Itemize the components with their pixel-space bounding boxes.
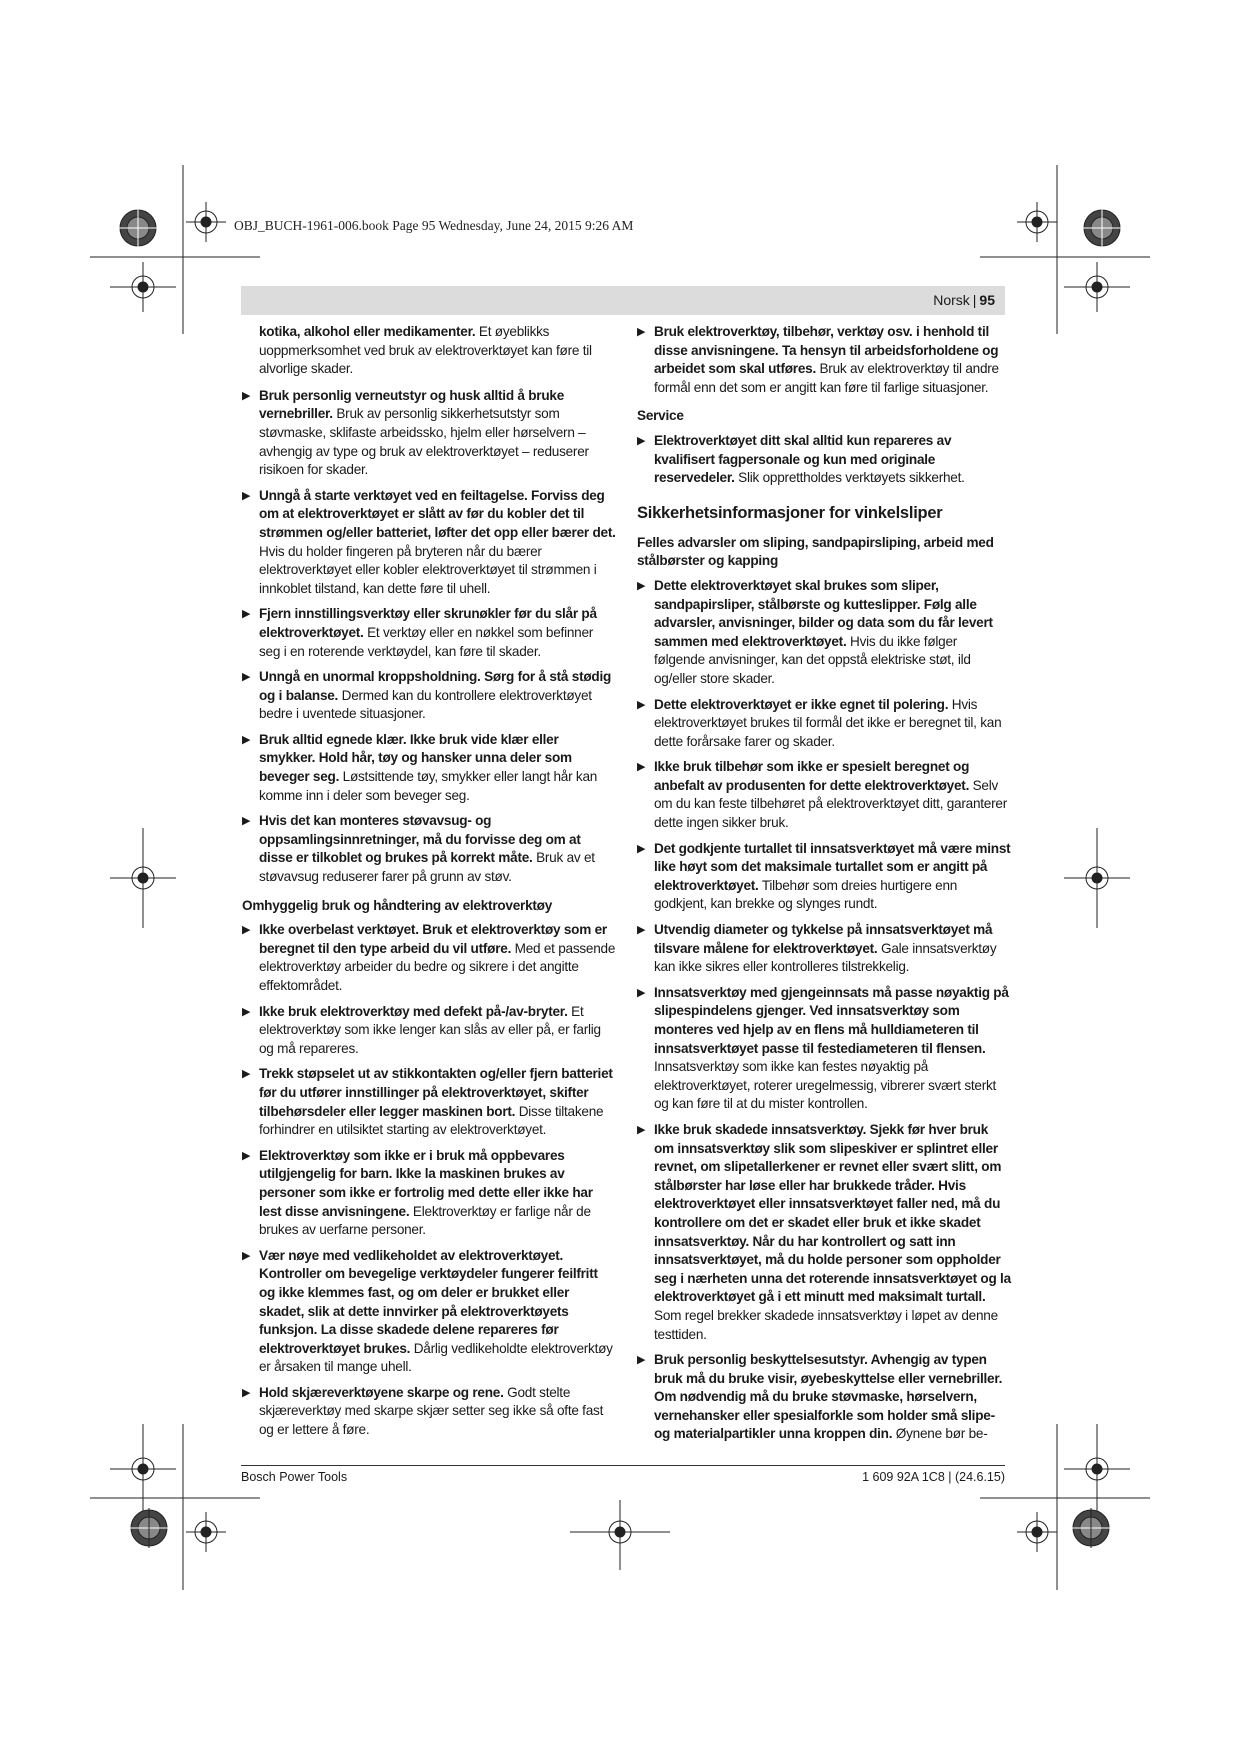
footer-doc-id: 1 609 92A 1C8 | (24.6.15)	[862, 1470, 1005, 1484]
bullet-arrow-icon: ▶	[637, 326, 646, 338]
bullet-arrow-icon: ▶	[637, 698, 646, 711]
bullet-arrow-icon: ▶	[242, 671, 251, 684]
list-item: ▶ Fjern innstillingsverktøy eller skrunøkler før du slår på elektroverktøyet. Et verktøy eller en nøkkel som befinner seg i en roterende verktøydel, kan føre til skader.	[242, 606, 597, 659]
bullet-arrow-icon: ▶	[242, 1249, 251, 1262]
safety-list-usage	[637, 323, 1011, 397]
list-item: ▶ Utvendig diameter og tykkelse på innsatsverktøyet må tilsvare målene for elektroverktøyet. Gale innsatsverktøy kan ikke sikres eller kontrolleres tilstrekkelig.	[637, 922, 997, 975]
list-item: ▶ Bruk elektroverktøy, tilbehør, verktøy osv. i henhold til disse anvisningene. Ta hensyn til arbeidsforholdene og arbeidet som skal utføres. Bruk av elektroverktøy til andre formål enn det som er angitt kan føre til farlige situasjoner.	[637, 324, 999, 395]
footer-brand: Bosch Power Tools	[241, 1470, 348, 1484]
bullet-arrow-icon: ▶	[637, 1354, 646, 1367]
bullet-arrow-icon: ▶	[637, 842, 646, 855]
bullet-arrow-icon: ▶	[242, 1149, 251, 1162]
section-title-angle-grinder: Sikkerhetsinformasjoner for vinkelsliper	[637, 503, 943, 522]
list-item: ▶ Bruk alltid egnede klær. Ikke bruk vide klær eller smykker. Hold hår, tøy og hansker unna deler som beveger seg. Løstsittende tøy, smykker eller langt hår kan komme inn i deler som beveger seg.	[242, 731, 598, 803]
bullet-arrow-icon: ▶	[242, 733, 251, 746]
safety-list-service	[637, 432, 1011, 488]
list-item: ▶ Ikke bruk skadede innsatsverktøy. Sjekk før hver bruk om innsatsverktøy slik som slipeskiver er splintret eller revnet, om slipetallerkener er revnet eller svært slitt, om stålbørster har løse eller har brukkede tråder. Hvis elektroverktøyet eller innsatsverktøyet faller ned, må du kontrollere om det er skadet eller bruk et ikke skadet innsatsverktøy. Når du har kontrollert og satt inn innsatsverktøyet, må du holde personer som oppholder seg i nærheten unna det roterende innsatsverktøyet og la elektroverktøyet gå i ett minutt med maksimalt turtall. Som regel brekker skadede innsatsverktøy i løpet av denne testtiden.	[637, 1121, 1011, 1342]
list-item: ▶ Dette elektroverktøyet er ikke egnet til polering. Hvis elektroverktøyet brukes til formål det ikke er beregnet til, kan dette forårsake farer og skader.	[637, 696, 1002, 749]
bullet-arrow-icon: ▶	[637, 761, 646, 774]
crosshair-target-icon	[570, 1500, 670, 1570]
bullet-arrow-icon: ▶	[242, 815, 251, 828]
list-item: ▶ Elektroverktøyet ditt skal alltid kun repareres av kvalifisert fagpersonale og kun med originale reservedeler. Slik opprettholdes verktøyets sikkerhet.	[637, 432, 965, 486]
safety-list-grinding	[637, 577, 1011, 1444]
list-item: ▶ Bruk personlig verneutstyr og husk alltid å bruke vernebriller. Bruk av personlig sikkerhetsutstyr som støvmaske, sklifaste arbeidssko, hjelm eller hørselvern – avhengig av type og bruk av elektroverktøyet – reduserer risikoen for skader.	[242, 387, 589, 478]
list-item: ▶ Bruk personlig beskyttelsesutstyr. Avhengig av typen bruk må du bruke visir, øyebeskyttelse eller vernebriller. Om nødvendig må du bruke støvmaske, hørselvern, vernehansker eller spesialforkle som holder små slipe- og materialpartikler unna kroppen din. Øynene bør be-	[637, 1352, 1003, 1442]
list-item: ▶ Ikke overbelast verktøyet. Bruk et elektroverktøy som er beregnet til den type arbeid du vil utføre. Med et passende elektroverktøy arbeider du bedre og sikrere i det angitte effektområdet.	[242, 922, 616, 993]
crosshair-target-icon	[186, 1512, 226, 1552]
crosshair-target-icon	[1017, 202, 1057, 242]
registration-circle-icon	[1071, 1508, 1111, 1548]
subheading-common-warnings: Felles advarsler om sliping, sandpapirsliping, arbeid med stålbørster og kapping	[637, 534, 994, 569]
bullet-arrow-icon: ▶	[637, 924, 646, 937]
bullet-arrow-icon: ▶	[242, 1068, 251, 1081]
crosshair-target-icon	[110, 1424, 176, 1514]
list-item: ▶ Unngå å starte verktøyet ved en feiltagelse. Forviss deg om at elektroverktøyet er slått av før du kobler det til strømmen og/eller batteriet, løfter det opp eller bærer det. Hvis du holder fingeren på bryteren når du bærer elektroverktøyet eller kobler elektroverktøyet til strømmen i innkoblet tilstand, kan dette føre til uhell.	[242, 487, 616, 596]
crosshair-target-icon	[110, 262, 176, 312]
crosshair-target-icon	[1064, 262, 1130, 312]
crosshair-target-icon	[1064, 1424, 1130, 1514]
header-language: Norsk	[933, 292, 970, 308]
bullet-arrow-icon: ▶	[242, 489, 251, 502]
bullet-arrow-icon: ▶	[242, 1005, 251, 1018]
service-heading: Service	[637, 408, 684, 424]
book-meta-line: OBJ_BUCH-1961-006.book Page 95 Wednesday, June 24, 2015 9:26 AM	[234, 218, 634, 233]
header-separator: |	[972, 292, 977, 308]
list-item: ▶ Hvis det kan monteres støvavsug- og oppsamlingsinnretninger, må du forvisse deg om at disse er tilkoblet og brukes på korrekt måte. Bruk av et støvavsug reduserer farer på grunn av støv.	[242, 813, 595, 885]
registration-circle-icon	[129, 1508, 169, 1548]
subheading-careful-use: Omhyggelig bruk og håndtering av elektroverktøy	[242, 897, 553, 913]
crosshair-target-icon	[110, 828, 176, 928]
list-item: ▶ Ikke bruk elektroverktøy med defekt på-/av-bryter. Et elektroverktøy som ikke lenger kan slås av eller på, er farlig og må repareres.	[242, 1003, 601, 1056]
footer-divider	[241, 1465, 1005, 1466]
list-item: ▶ Innsatsverktøy med gjengeinnsats må passe nøyaktig på slipespindelens gjenger. Ved innsatsverktøy som monteres ved hjelp av en flens må hulldiameteren til innsatsverktøyet passe til festediameteren til flensen. Innsatsverktøy som ikke kan festes nøyaktig på elektroverktøyet, roterer uregelmessig, vibrerer svært sterkt og kan føre til at du mister kontrollen.	[637, 984, 1009, 1112]
bullet-arrow-icon: ▶	[242, 608, 251, 621]
right-column	[637, 323, 1011, 1451]
crosshair-target-icon	[1064, 828, 1130, 928]
bullet-arrow-icon: ▶	[242, 1386, 251, 1399]
page-header-title	[933, 292, 995, 308]
bullet-arrow-icon: ▶	[242, 389, 251, 402]
crosshair-target-icon	[186, 202, 226, 242]
bullet-arrow-icon: ▶	[637, 986, 646, 999]
continuation-paragraph: kotika, alkohol eller medikamenter. Et øyeblikks uoppmerksomhet ved bruk av elektroverktøyet kan føre til alvorlige skader.	[259, 324, 592, 377]
list-item: ▶ Dette elektroverktøyet skal brukes som sliper, sandpapirsliper, stålbørste og kutteslipper. Følg alle advarsler, anvisninger, bilder og data som du får levert sammen med elektroverktøyet. Hvis du ikke følger følgende anvisninger, kan det oppstå elektriske støt, ild og/eller store skader.	[637, 577, 993, 686]
page-number: 95	[979, 292, 995, 308]
list-item: ▶ Trekk støpselet ut av stikkontakten og/eller fjern batteriet før du utfører innstillinger på elektroverktøyet, skifter tilbehørsdeler eller legger maskinen bort. Disse tiltakene forhindrer en utilsiktet starting av elektroverktøyet.	[242, 1066, 613, 1138]
list-item: ▶ Unngå en unormal kroppsholdning. Sørg for å stå stødig og i balanse. Dermed kan du kontrollere elektroverktøyet bedre i uventede situasjoner.	[242, 669, 612, 722]
list-item: ▶ Elektroverktøy som ikke er i bruk må oppbevares utilgjengelig for barn. Ikke la maskinen brukes av personer som ikke er fortrolig med dette eller ikke har lest disse anvisningene. Elektroverktøy er farlige når de brukes av uerfarne personer.	[242, 1147, 593, 1238]
registration-circle-icon	[1082, 208, 1122, 248]
safety-list-careful-use	[242, 921, 616, 1439]
registration-circle-icon	[118, 208, 158, 248]
bullet-arrow-icon: ▶	[242, 924, 251, 937]
bullet-arrow-icon: ▶	[637, 434, 646, 447]
left-column	[242, 323, 616, 1447]
list-item: ▶ Hold skjæreverktøyene skarpe og rene. Godt stelte skjæreverktøy med skarpe skjær setter seg ikke så ofte fast og er lettere å føre.	[242, 1384, 604, 1438]
crosshair-target-icon	[1017, 1512, 1057, 1552]
list-item: ▶ Vær nøye med vedlikeholdet av elektroverktøyet. Kontroller om bevegelige verktøydeler fungerer feilfritt og ikke klemmes fast, og om deler er brukket eller skadet, slik at dette innvirker på elektroverktøyets funksjon. La disse skadede delene repareres før elektroverktøyet brukes. Dårlig vedlikeholdte elektroverktøy er årsaken til mange uhell.	[242, 1247, 613, 1375]
safety-list-personal	[242, 387, 616, 887]
list-item: ▶ Det godkjente turtallet til innsatsverktøyet må være minst like høyt som det maksimale turtallet som er angitt på elektroverktøyet. Tilbehør som dreies hurtigere enn godkjent, kan brekke og slynges rundt.	[637, 840, 1011, 912]
page-header	[241, 286, 1005, 315]
bullet-arrow-icon: ▶	[637, 579, 646, 592]
list-item: ▶ Ikke bruk tilbehør som ikke er spesielt beregnet og anbefalt av produsenten for dette elektroverktøyet. Selv om du kan feste tilbehøret på elektroverktøyet ditt, garanterer dette ingen sikker bruk.	[637, 759, 1007, 831]
bullet-arrow-icon: ▶	[637, 1123, 646, 1136]
